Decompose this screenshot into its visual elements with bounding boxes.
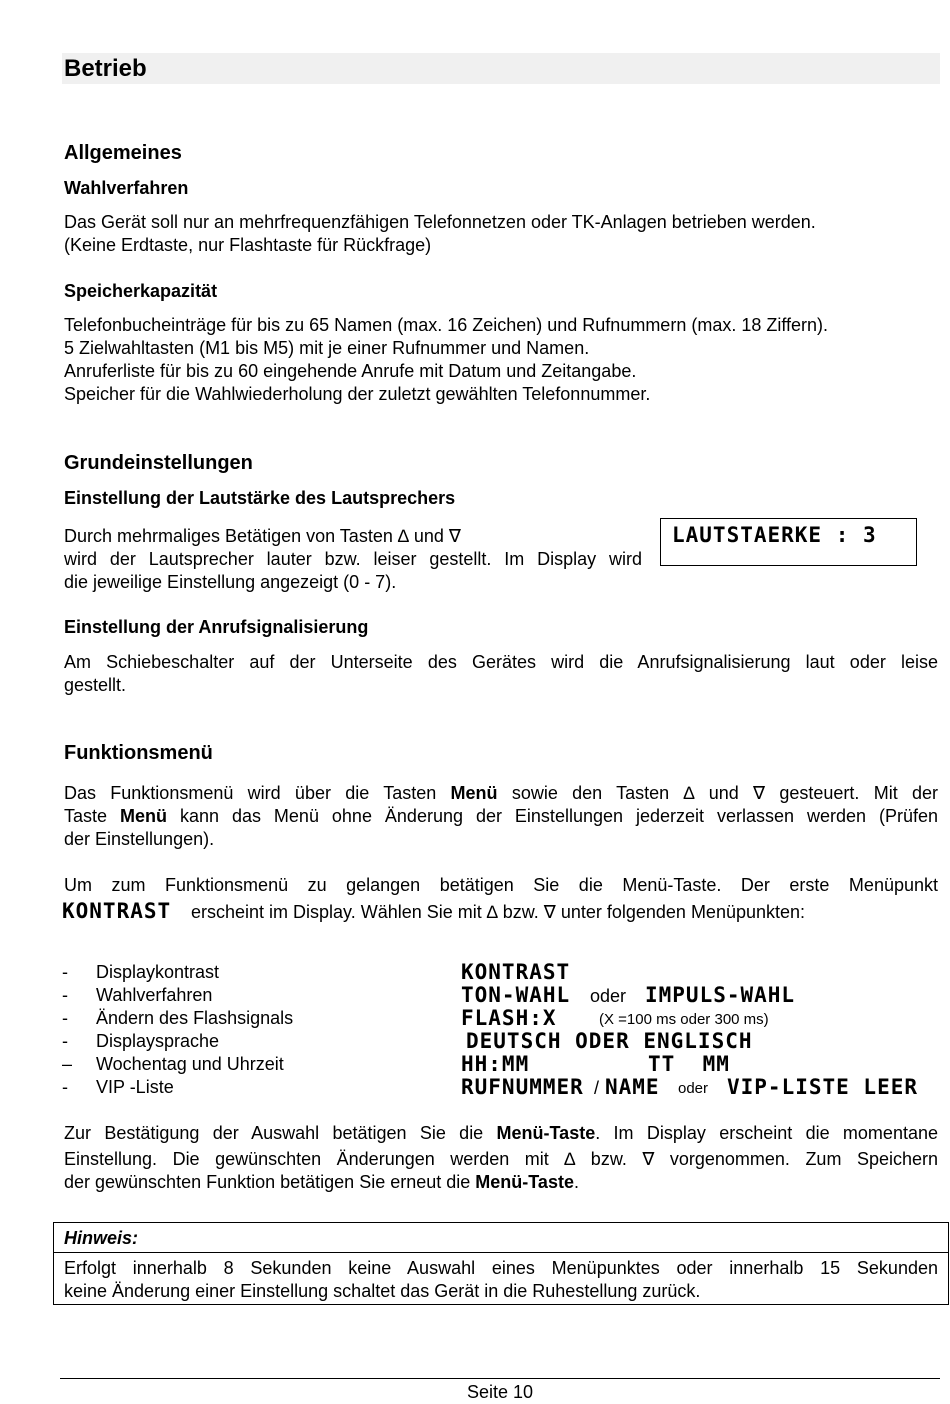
volume-display-text: LAUTSTAERKE : 3: [672, 523, 877, 547]
lcd-impuls-wahl: IMPULS-WAHL: [645, 983, 796, 1007]
funktion-p1-line2: Taste Menü kann das Menü ohne Änderung der Einstellungen jederzeit verlassen werden (Prüfen: [64, 806, 938, 826]
list-item: - VIP -Liste: [62, 1077, 174, 1097]
section-heading-allgemeines: Allgemeines: [64, 142, 182, 164]
funktion-p3-line2: Einstellung. Die gewünschten Änderungen werden mit ∆ bzw. ∇ vorgenommen. Zum Speichern: [64, 1149, 938, 1169]
lcd-zeit-hhmm: HH:MM: [461, 1052, 530, 1076]
speicher-line1: Telefonbucheinträge für bis zu 65 Namen (max. 16 Zeichen) und Rufnummern (max. 18 Ziffern).: [64, 315, 829, 335]
subheading-anrufsignalisierung: Einstellung der Anrufsignalisierung: [64, 617, 369, 637]
list-item: - Wahlverfahren: [62, 985, 213, 1005]
lcd-flash: FLASH:X: [461, 1006, 557, 1030]
lcd-zeit-ttmm: TT MM: [648, 1052, 730, 1076]
laut-line1: Durch mehrmaliges Betätigen von Tasten ∆ und ∇: [64, 526, 461, 546]
anruf-line2: gestellt.: [64, 675, 127, 695]
flash-note: (X =100 ms oder 300 ms): [599, 1011, 769, 1028]
page-title: Betrieb: [64, 55, 147, 82]
speicher-line4: Speicher für die Wahlwiederholung der zuletzt gewählten Telefonnummer.: [64, 384, 651, 404]
volume-display: [660, 518, 917, 566]
lcd-sprache: DEUTSCH ODER ENGLISCH: [466, 1029, 753, 1053]
page-number: Seite 10: [466, 1382, 534, 1402]
list-item: - Displaykontrast: [62, 962, 220, 982]
subheading-lautstaerke: Einstellung der Lautstärke des Lautsprechers: [64, 488, 456, 508]
title-band: [62, 53, 940, 84]
slash-separator: /: [594, 1078, 600, 1098]
laut-line3: die jeweilige Einstellung angezeigt (0 - 7).: [64, 572, 397, 592]
list-item: - Displaysprache: [62, 1031, 220, 1051]
speicher-line2: 5 Zielwahltasten (M1 bis M5) mit je einer Rufnummer und Namen.: [64, 338, 590, 358]
lcd-rufnummer: RUFNUMMER: [461, 1075, 584, 1099]
oder-label-2: oder: [678, 1080, 709, 1097]
lcd-ton-wahl: TON-WAHL: [461, 983, 571, 1007]
lcd-kontrast: KONTRAST: [461, 960, 571, 984]
laut-line2: wird der Lautsprecher lauter bzw. leiser gestellt. Im Display wird: [64, 549, 642, 569]
oder-label-1: oder: [590, 986, 627, 1006]
funktion-p2-line2: erscheint im Display. Wählen Sie mit ∆ bzw. ∇ unter folgenden Menüpunkten:: [191, 902, 806, 922]
section-heading-funktionsmenue: Funktionsmenü: [64, 742, 213, 764]
hinweis-title: Hinweis:: [64, 1228, 139, 1248]
hinweis-line2: keine Änderung einer Einstellung schaltet das Gerät in die Ruhestellung zurück.: [64, 1281, 701, 1301]
hinweis-divider: [54, 1252, 948, 1253]
anruf-line1: Am Schiebeschalter auf der Unterseite des Gerätes wird die Anrufsignalisierung laut oder leise: [64, 652, 938, 672]
hinweis-line1: Erfolgt innerhalb 8 Sekunden keine Auswahl eines Menüpunktes oder innerhalb 15 Sekunden: [64, 1258, 938, 1278]
wahl-text-line2: (Keine Erdtaste, nur Flashtaste für Rückfrage): [64, 235, 432, 255]
lcd-name: NAME: [605, 1075, 660, 1099]
funktion-p2-line1: Um zum Funktionsmenü zu gelangen betätigen Sie die Menü-Taste. Der erste Menüpunkt: [64, 875, 938, 895]
list-item: – Wochentag und Uhrzeit: [62, 1054, 284, 1074]
funktion-p1-line1: Das Funktionsmenü wird über die Tasten Menü sowie den Tasten ∆ und ∇ gesteuert. Mit der: [64, 783, 939, 803]
funktion-p3-line1: Zur Bestätigung der Auswahl betätigen Sie die Menü-Taste. Im Display erscheint die momentane: [64, 1123, 938, 1143]
list-item: - Ändern des Flashsignals: [62, 1008, 294, 1028]
funktion-p1-line3: der Einstellungen).: [64, 829, 215, 849]
section-heading-grundeinstellungen: Grundeinstellungen: [64, 452, 253, 474]
hinweis-box: [53, 1222, 949, 1305]
lcd-vip-liste-leer: VIP-LISTE LEER: [727, 1075, 919, 1099]
lcd-kontrast-inline: KONTRAST: [62, 899, 172, 923]
funktion-p3-line3: der gewünschten Funktion betätigen Sie erneut die Menü-Taste.: [64, 1172, 579, 1192]
subheading-wahlverfahren: Wahlverfahren: [64, 178, 189, 198]
footer-rule: [60, 1378, 940, 1379]
subheading-speicherkapazitaet: Speicherkapazität: [64, 281, 218, 301]
speicher-line3: Anruferliste für bis zu 60 eingehende Anrufe mit Datum und Zeitangabe.: [64, 361, 637, 381]
wahl-text-line1: Das Gerät soll nur an mehrfrequenzfähigen Telefonnetzen oder TK-Anlagen betrieben werden.: [64, 212, 816, 232]
